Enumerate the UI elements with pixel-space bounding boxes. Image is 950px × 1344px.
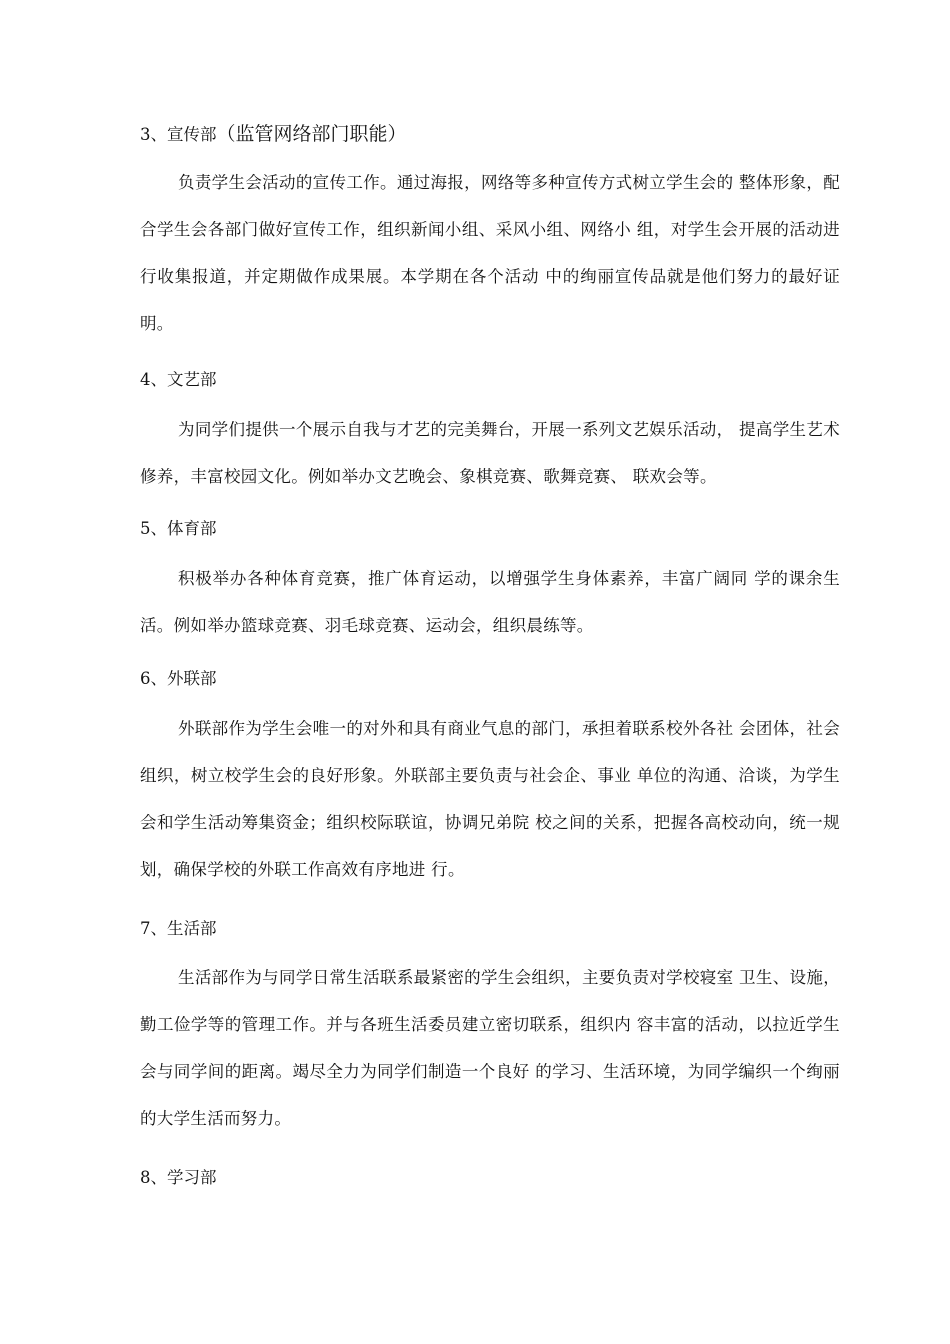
heading-text: 3、宣传部 — [140, 125, 217, 144]
section-body-external: 外联部作为学生会唯一的对外和具有商业气息的部门，承担着联系校外各社 会团体，社会组织，树立校学生会的良好形象。外联部主要负责与社会企、事业 单位的沟通、洽谈，为学生会和学生活动筹集资金；组织校际联谊，协调兄弟院 校之间的关系，把握各高校动向，统一规划，确保学校的外联工作高效有序地进 行。 — [140, 719, 840, 879]
heading-note: （监管网络部门职能） — [216, 123, 407, 145]
section-heading-external: 6、外联部 — [140, 669, 217, 688]
section-heading-publicity — [140, 122, 407, 147]
section-heading-study: 8、学习部 — [140, 1168, 217, 1187]
section-body-sports: 积极举办各种体育竞赛，推广体育运动，以增强学生身体素养，丰富广阔同 学的课余生活。例如举办篮球竞赛、羽毛球竞赛、运动会，组织晨练等。 — [140, 569, 840, 635]
section-heading-arts: 4、文艺部 — [140, 370, 217, 389]
section-body-publicity: 负责学生会活动的宣传工作。通过海报，网络等多种宣传方式树立学生会的 整体形象，配合学生会各部门做好宣传工作，组织新闻小组、采风小组、网络小 组，对学生会开展的活动进行收集报道，并定期做作成果展。本学期在各个活动 中的绚丽宣传品就是他们努力的最好证明。 — [140, 173, 840, 333]
section-heading-life: 7、生活部 — [140, 919, 217, 938]
section-heading-sports: 5、体育部 — [140, 519, 217, 538]
section-body-arts: 为同学们提供一个展示自我与才艺的完美舞台，开展一系列文艺娱乐活动， 提高学生艺术修养，丰富校园文化。例如举办文艺晚会、象棋竞赛、歌舞竞赛、 联欢会等。 — [140, 420, 840, 486]
section-body-life: 生活部作为与同学日常生活联系最紧密的学生会组织，主要负责对学校寝室 卫生、设施，勤工俭学等的管理工作。并与各班生活委员建立密切联系，组织内 容丰富的活动，以拉近学生会与同学间的距离。竭尽全力为同学们制造一个良好 的学习、生活环境，为同学编织一个绚丽的大学生活而努力。 — [140, 968, 840, 1128]
